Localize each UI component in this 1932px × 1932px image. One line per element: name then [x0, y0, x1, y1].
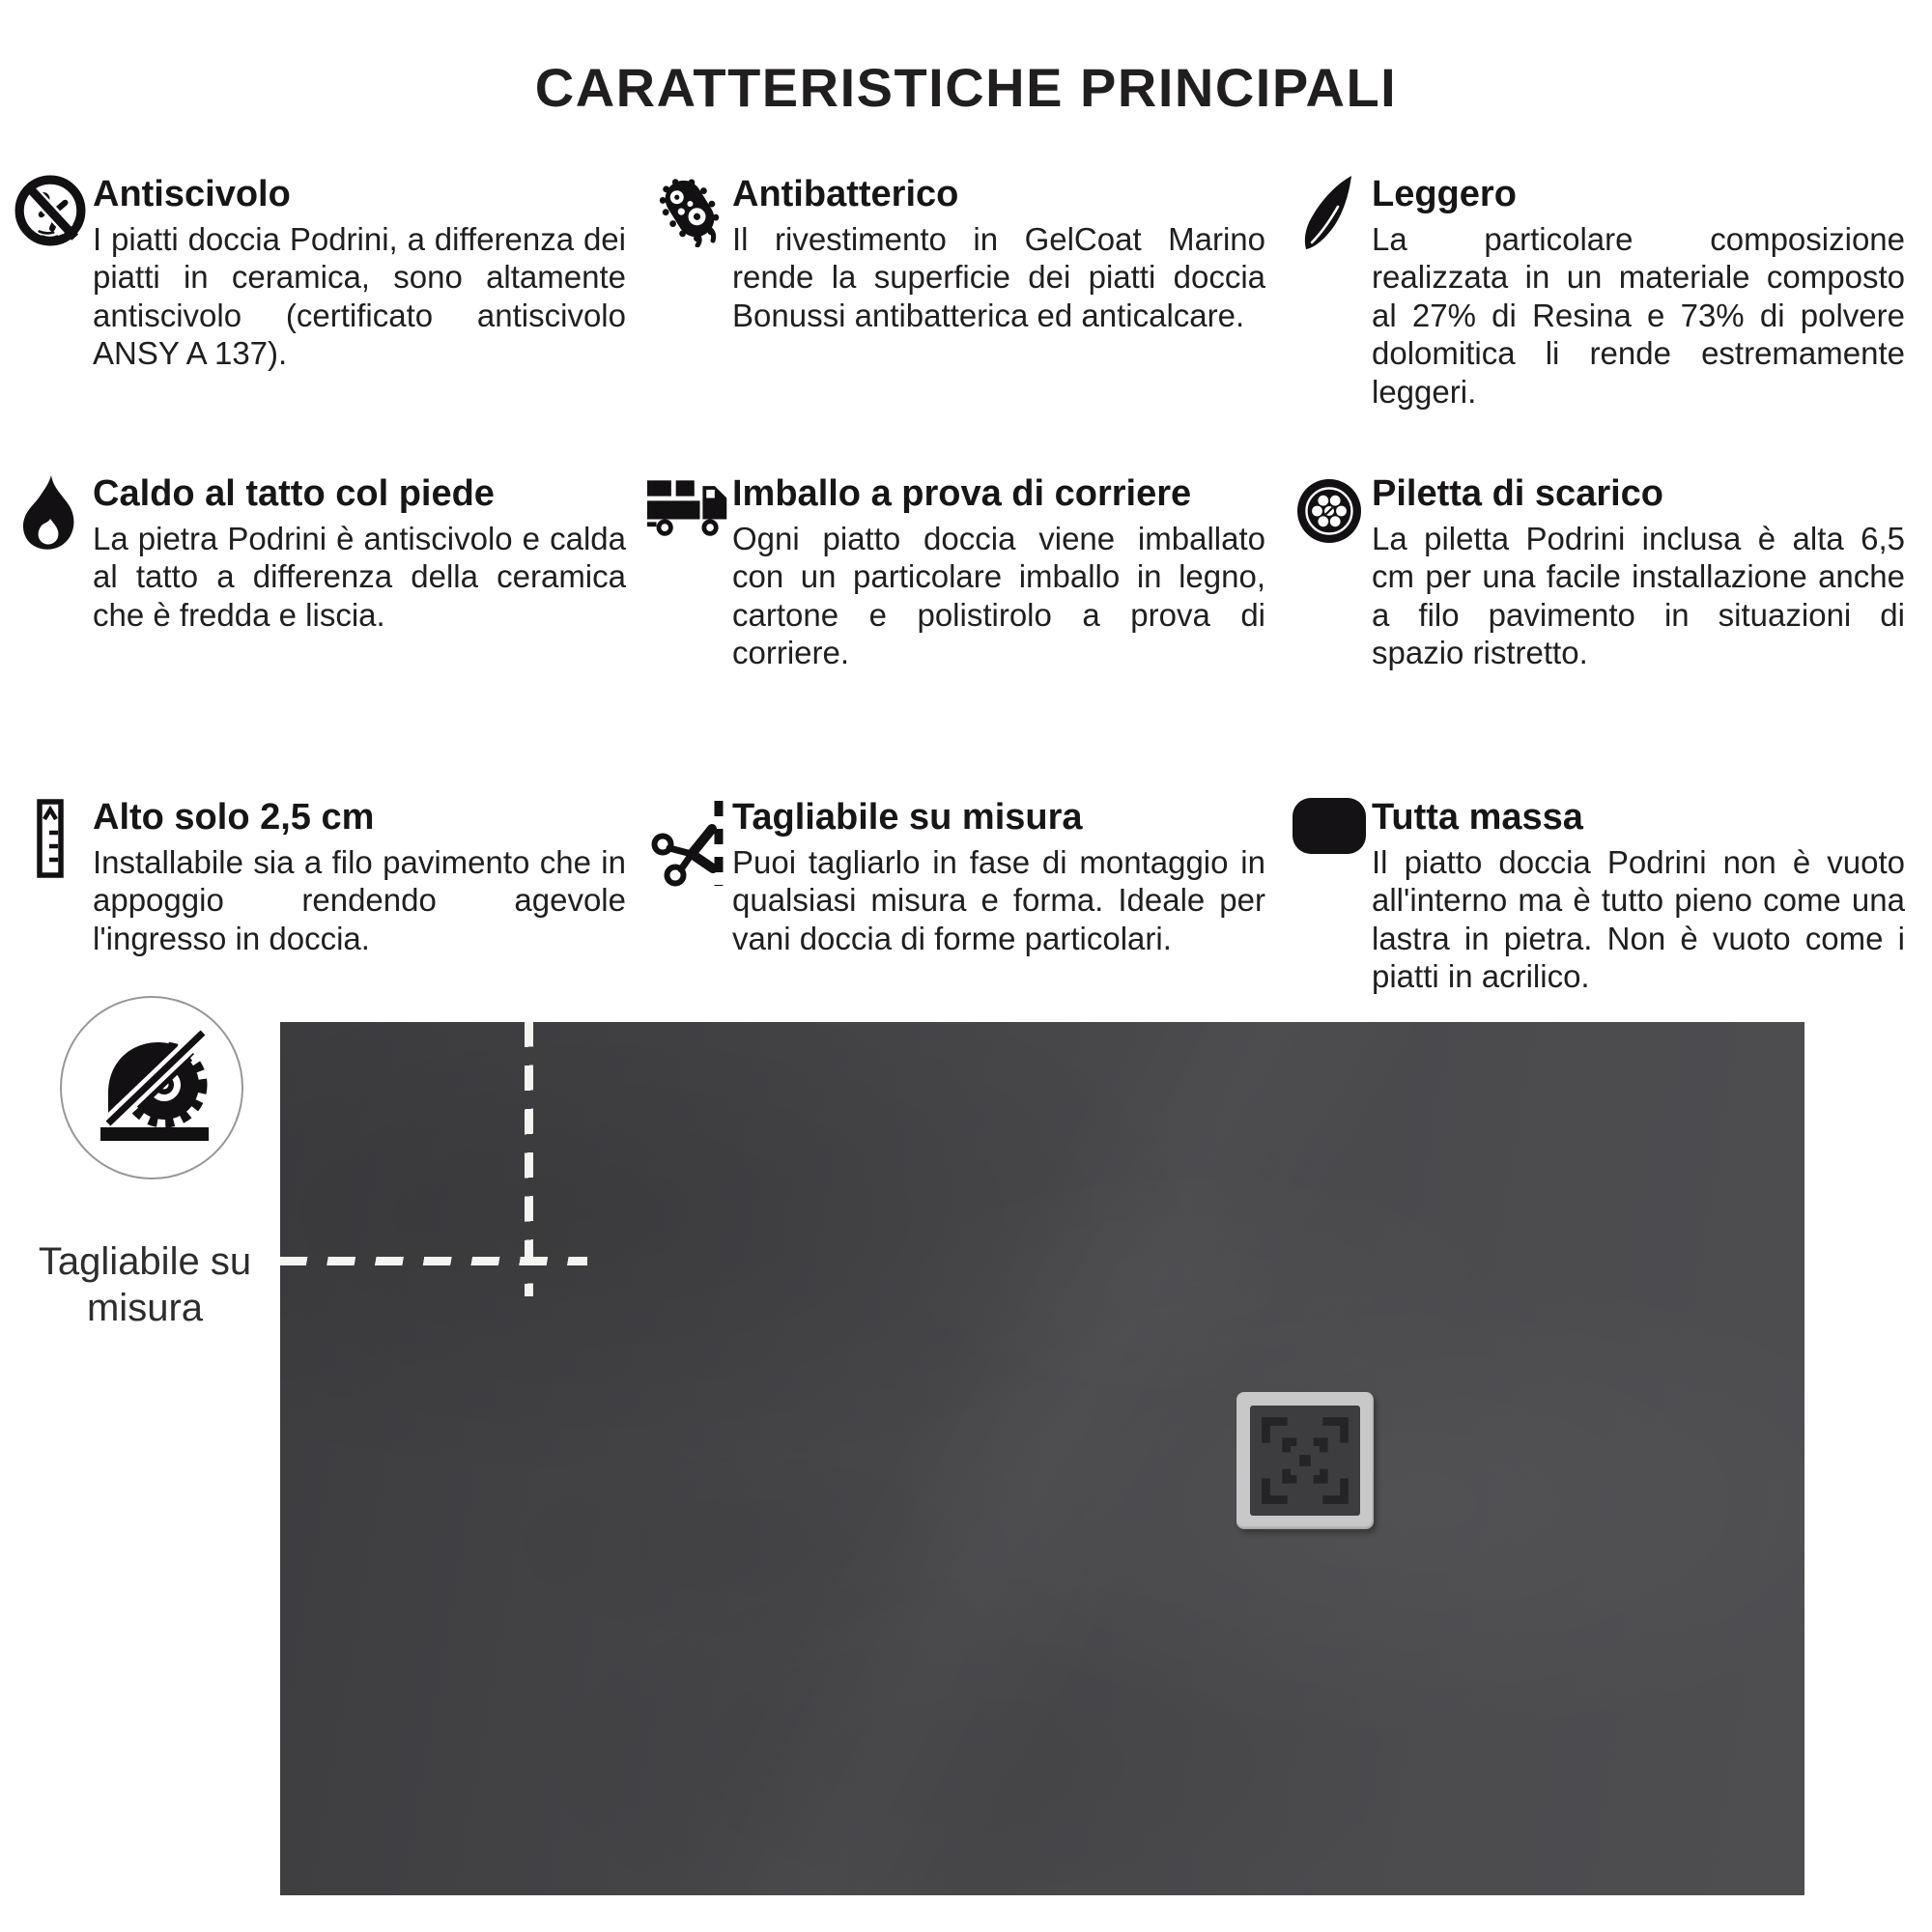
feature-title: Imballo a prova di corriere	[732, 473, 1192, 514]
cut-line-horizontal	[280, 1257, 587, 1265]
tray-drain-grid	[1250, 1406, 1360, 1516]
feature-title: Antibatterico	[732, 174, 959, 214]
scissors-cut-icon	[647, 797, 732, 888]
cut-line-vertical	[525, 1022, 533, 1296]
solid-mass-icon	[1287, 797, 1372, 855]
tray-drain-cover	[1236, 1392, 1374, 1529]
feature-tutta-massa	[1287, 797, 1905, 996]
feature-body: Ogni piatto doccia viene imballato con un particolare imballo in legno, cartone e polistirolo a prova di corriere.	[732, 520, 1265, 671]
feature-title: Leggero	[1372, 174, 1517, 214]
feature-title: Antiscivolo	[93, 174, 291, 214]
page-title: CARATTERISTICHE PRINCIPALI	[534, 56, 1398, 118]
feature-title: Tutta massa	[1372, 797, 1583, 838]
flame-icon	[8, 473, 93, 556]
cut-to-size-label: Tagliabile su misura	[38, 1240, 252, 1329]
feather-icon	[1287, 174, 1372, 251]
features-row-3	[8, 797, 1905, 996]
feature-body: Il piatto doccia Podrini non è vuoto all'interno ma è tutto pieno come una lastra in pietra. Non è vuoto come i piatti in acrilico.	[1372, 843, 1905, 995]
feature-body: I piatti doccia Podrini, a differenza dei piatti in ceramica, sono altamente antiscivolo (certificato antiscivolo ANSY A 137).	[93, 220, 626, 372]
feature-imballo	[647, 473, 1265, 672]
no-slip-icon	[8, 174, 93, 247]
feature-antibatterico	[647, 174, 1265, 412]
feature-tagliabile	[647, 797, 1265, 996]
feature-body: La pietra Podrini è antiscivolo e calda al tatto a differenza della ceramica che è fredda e liscia.	[93, 520, 626, 633]
feature-body: Il rivestimento in GelCoat Marino rende la superficie dei piatti doccia Bonussi antibatterica ed anticalcare.	[732, 220, 1265, 333]
bacteria-icon	[647, 174, 732, 247]
cut-to-size-badge	[60, 996, 243, 1179]
feature-leggero	[1287, 174, 1905, 412]
feature-body: La piletta Podrini inclusa è alta 6,5 cm per una facile installazione anche a filo pavimento in situazioni di spazio ristretto.	[1372, 520, 1905, 671]
feature-body: Puoi tagliarlo in fase di montaggio in qualsiasi misura e forma. Ideale per vani doccia di forme particolari.	[732, 843, 1265, 956]
feature-title: Alto solo 2,5 cm	[93, 797, 375, 838]
drain-icon	[1287, 473, 1372, 547]
feature-title: Caldo al tatto col piede	[93, 473, 495, 514]
feature-caldo-al-tatto	[8, 473, 626, 672]
feature-title: Tagliabile su misura	[732, 797, 1083, 838]
feature-piletta	[1287, 473, 1905, 672]
height-ruler-icon	[8, 797, 93, 878]
features-row-2	[8, 473, 1905, 672]
delivery-truck-icon	[647, 473, 732, 539]
features-row-1	[8, 174, 1905, 412]
feature-antiscivolo	[8, 174, 626, 412]
feature-body: Installabile sia a filo pavimento che in appoggio rendendo agevole l'ingresso in doccia.	[93, 843, 626, 956]
shower-tray-photo	[280, 1022, 1804, 1895]
feature-alto-solo	[8, 797, 626, 996]
feature-body: La particolare composizione realizzata in un materiale composto al 27% di Resina e 73% di polvere dolomitica li rende estremamente leggeri.	[1372, 220, 1905, 410]
feature-title: Piletta di scarico	[1372, 473, 1664, 514]
circular-saw-icon	[87, 1025, 216, 1151]
